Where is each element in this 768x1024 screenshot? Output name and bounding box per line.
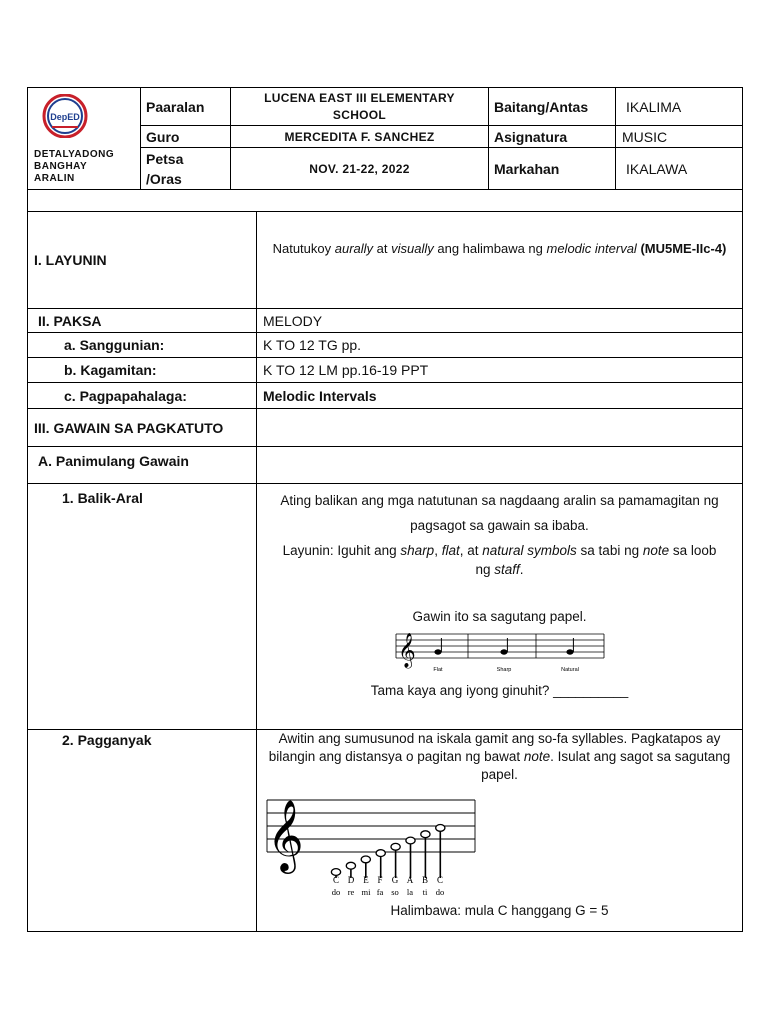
guro-value: MERCEDITA F. SANCHEZ	[231, 126, 489, 148]
staff-label-sharp: Sharp	[496, 667, 511, 673]
scale-note-6	[406, 837, 415, 844]
tama-text: Tama kaya ang iyong ginuhit? __________	[370, 683, 629, 698]
layunin-part-2: ,	[434, 543, 442, 558]
layunin-flat: flat	[441, 543, 460, 558]
scale-figure	[265, 792, 477, 902]
layunin-visually: visually	[391, 241, 434, 256]
layunin-natural: natural symbols	[482, 543, 577, 558]
panimulang-empty	[257, 447, 743, 484]
logo-line-1: DETALYADONG	[34, 149, 115, 160]
scale-letter-6: A	[406, 875, 414, 885]
staff-label-natural: Natural	[560, 667, 579, 673]
scale-note-2	[346, 862, 355, 869]
deped-badge-text: DepED	[50, 112, 80, 122]
logo-title	[34, 149, 136, 185]
scale-notes	[331, 825, 445, 879]
balik-aral-content	[257, 484, 743, 730]
layunin-text-2: at	[373, 241, 392, 256]
scale-note-3	[361, 856, 370, 863]
logo-line-3: ARALIN	[34, 173, 75, 184]
layunin-part-1: Layunin: Iguhit ang	[282, 543, 401, 558]
layunin-code: (MU5ME-IIc-4)	[636, 241, 727, 256]
paaralan-value: LUCENA EAST III ELEMENTARY SCHOOL	[231, 88, 489, 126]
balik-aral-label: 1. Balik-Aral	[28, 484, 257, 730]
pagganyak-label: 2. Pagganyak	[28, 730, 257, 932]
kagamitan-value: K TO 12 LM pp.16-19 PPT	[257, 358, 743, 383]
scale-letter-2: D	[347, 875, 355, 885]
scale-syllable-6: la	[406, 887, 414, 897]
layunin-melodic: melodic interval	[546, 241, 637, 256]
lesson-plan-table	[27, 189, 743, 932]
pagganyak-note: note	[523, 749, 551, 764]
gawain-empty	[257, 409, 743, 447]
scale-syllable-3: mi	[361, 887, 371, 897]
gawain-label: III. GAWAIN SA PAGKATUTO	[28, 409, 257, 447]
panimulang-label: A. Panimulang Gawain	[28, 447, 257, 484]
layunin-text-3: ang halimbawa ng	[433, 241, 547, 256]
layunin-aurally: aurally	[334, 241, 374, 256]
markahan-label: Markahan	[489, 148, 616, 190]
scale-syllable-7: ti	[422, 887, 428, 897]
halimbawa-text: Halimbawa: mula C hanggang G = 5	[390, 903, 609, 918]
treble-clef-icon: 𝄞	[397, 633, 416, 668]
scale-syllable-1: do	[331, 887, 341, 897]
pagpapahalaga-label: c. Pagpapahalaga:	[28, 383, 257, 409]
layunin-sharp: sharp	[400, 543, 435, 558]
scale-syllable-8: do	[435, 887, 445, 897]
paksa-value: MELODY	[257, 309, 743, 333]
staff-label-flat: Flat	[432, 667, 443, 673]
asignatura-value: MUSIC	[616, 126, 743, 148]
paaralan-label: Paaralan	[141, 88, 231, 126]
scale-note-7	[421, 831, 430, 838]
layunin-part-6: .	[519, 562, 524, 577]
layunin-note: note	[642, 543, 670, 558]
paksa-label: II. PAKSA	[28, 309, 257, 333]
baitang-value: IKALIMA	[616, 88, 743, 126]
scale-note-4	[376, 850, 385, 857]
layunin-text	[257, 212, 743, 309]
logo-cell	[28, 88, 141, 190]
petsa-value: NOV. 21-22, 2022	[231, 148, 489, 190]
petsa-label-line-1: Petsa	[146, 150, 184, 167]
spacer-row	[28, 190, 743, 212]
scale-treble-clef-icon: 𝄞	[267, 798, 304, 871]
scale-syllable-2: re	[347, 887, 355, 897]
scale-syllable-4: fa	[376, 887, 384, 897]
layunin-part-5: sa loob ng	[475, 543, 717, 577]
guro-label: Guro	[141, 126, 231, 148]
pagpapahalaga-value: Melodic Intervals	[257, 383, 743, 409]
scale-letter-1: C	[332, 875, 340, 885]
sanggunian-value: K TO 12 TG pp.	[257, 333, 743, 358]
pagganyak-content	[257, 730, 743, 932]
balik-aral-intro: Ating balikan ang mga natutunan sa nagdaang aralin sa pamamagitan ng pagsagot sa gawain sa ibaba.	[280, 493, 719, 533]
layunin-part-4: sa tabi ng	[576, 543, 643, 558]
staff-figure-wrap	[257, 630, 742, 679]
layunin-part-3: , at	[459, 543, 483, 558]
header-table	[27, 87, 743, 190]
balik-aral-layunin	[257, 538, 742, 579]
petsa-label-line-2: /Oras	[146, 170, 182, 187]
layunin-label: I. LAYUNIN	[28, 212, 257, 309]
scale-letter-3: E	[363, 875, 369, 885]
kagamitan-label: b. Kagamitan:	[28, 358, 257, 383]
asignatura-label: Asignatura	[489, 126, 616, 148]
pagganyak-instructions	[257, 730, 742, 784]
scale-note-5	[391, 843, 400, 850]
scale-letter-8: C	[436, 875, 444, 885]
scale-syllable-5: so	[391, 887, 399, 897]
scale-note-8	[436, 825, 445, 832]
gawin-text: Gawin ito sa sagutang papel.	[412, 609, 587, 624]
baitang-label: Baitang/Antas	[489, 88, 616, 126]
petsa-label	[141, 148, 231, 190]
scale-letter-5: G	[391, 875, 399, 885]
scale-letter-4: F	[377, 875, 383, 885]
layunin-text-1: Natutukoy	[272, 241, 335, 256]
logo-line-2: BANGHAY	[34, 161, 88, 172]
pagganyak-text-1: Awitin ang sumusunod na iskala gamit ang so-fa syllables. Pagkatapos ay bilangin ang distansya o pagitan ng bawat	[268, 731, 721, 764]
scale-letter-7: B	[421, 875, 429, 885]
deped-logo-icon	[40, 94, 90, 138]
staff-exercise-figure	[394, 630, 606, 674]
markahan-value: IKALAWA	[616, 148, 743, 190]
pagganyak-text-2: . Isulat ang sagot sa sagutang papel.	[481, 749, 731, 782]
layunin-staff: staff	[494, 562, 520, 577]
sanggunian-label: a. Sanggunian:	[28, 333, 257, 358]
